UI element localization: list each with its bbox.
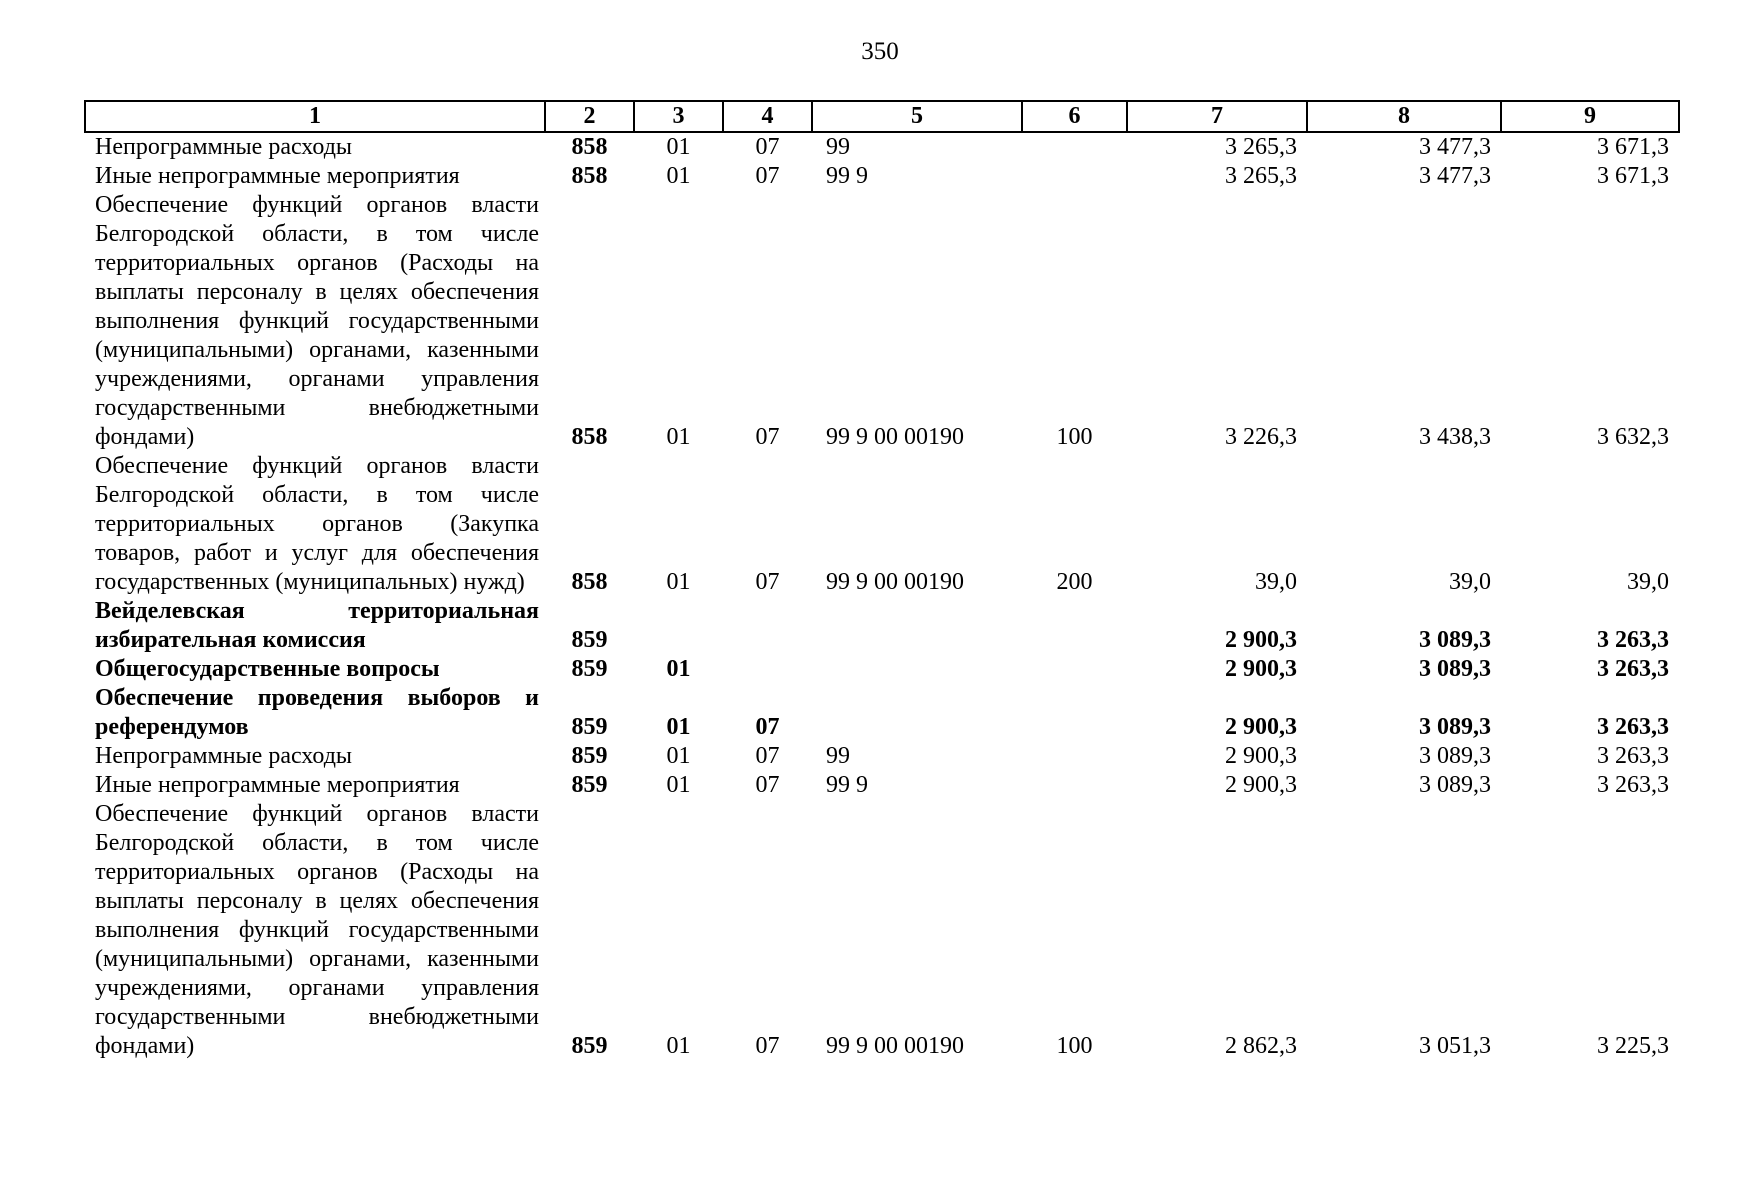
- row-code-target: 99 9 00 00190: [826, 1033, 964, 1059]
- row-code-subsection: [723, 597, 812, 655]
- row-code-expense-type: 200: [1056, 569, 1093, 595]
- row-amount-col7: 2 862,3: [1225, 1033, 1297, 1059]
- row-code-target: 99 9: [826, 772, 868, 798]
- column-header: 9: [1501, 101, 1679, 132]
- row-amount-col7: 2 900,3: [1225, 627, 1297, 653]
- row-code-section: 01: [666, 424, 691, 450]
- header-row: [85, 101, 1679, 132]
- row-code-admin: 858: [571, 134, 608, 160]
- row-code-section: 01: [666, 163, 691, 189]
- row-amount-col9: 3 671,3: [1597, 134, 1669, 160]
- page-number: 350: [861, 38, 899, 65]
- row-code-admin: 858: [571, 424, 608, 450]
- row-code-target: [812, 684, 1022, 742]
- column-header: 1: [85, 101, 545, 132]
- row-code-expense-type: [1022, 771, 1127, 800]
- row-code-subsection: 07: [755, 743, 780, 769]
- row-code-section: 01: [666, 772, 691, 798]
- row-code-subsection: 07: [755, 714, 780, 740]
- row-code-admin: 859: [571, 1033, 608, 1059]
- row-amount-col9: 39,0: [1627, 569, 1669, 595]
- column-header: 2: [545, 101, 634, 132]
- row-description: Иные непрограммные мероприятия: [95, 772, 460, 798]
- column-header: 7: [1127, 101, 1307, 132]
- row-code-subsection: 07: [755, 424, 780, 450]
- column-header: 8: [1307, 101, 1501, 132]
- row-code-expense-type: 100: [1056, 424, 1093, 450]
- row-code-subsection: 07: [755, 569, 780, 595]
- column-header: 5: [812, 101, 1022, 132]
- row-code-subsection: 07: [755, 163, 780, 189]
- row-code-expense-type: 100: [1056, 1033, 1093, 1059]
- table-row: [85, 162, 1679, 191]
- row-description: Общегосударственные вопросы: [95, 656, 440, 682]
- row-description: Обеспечение функций органов власти Белгородской области, в том числе территориальных органов (Расходы на выплаты персоналу в целях обеспечения выполнения функций государственными (муниципальными) органами, казенными учреждениями, органами управления государственными внебюджетными фондами): [95, 801, 539, 1059]
- column-header: 6: [1022, 101, 1127, 132]
- budget-table: [84, 100, 1680, 1061]
- row-code-target: 99: [826, 743, 850, 769]
- row-amount-col8: 3 089,3: [1419, 743, 1491, 769]
- row-code-section: 01: [666, 743, 691, 769]
- row-amount-col7: 2 900,3: [1225, 772, 1297, 798]
- row-code-admin: 858: [571, 163, 608, 189]
- row-amount-col8: 3 477,3: [1419, 134, 1491, 160]
- table-body: [85, 132, 1679, 1061]
- row-code-target: [812, 597, 1022, 655]
- row-code-admin: 859: [571, 627, 608, 653]
- table-row: [85, 191, 1679, 452]
- row-amount-col7: 2 900,3: [1225, 714, 1297, 740]
- row-code-target: 99 9: [826, 163, 868, 189]
- row-amount-col8: 3 089,3: [1419, 772, 1491, 798]
- row-description: Обеспечение функций органов власти Белгородской области, в том числе территориальных органов (Расходы на выплаты персоналу в целях обеспечения выполнения функций государственными (муниципальными) органами, казенными учреждениями, органами управления государственными внебюджетными фондами): [95, 192, 539, 450]
- row-code-subsection: 07: [755, 134, 780, 160]
- row-amount-col8: 3 477,3: [1419, 163, 1491, 189]
- row-code-section: 01: [666, 656, 691, 682]
- row-code-expense-type: [1022, 684, 1127, 742]
- row-code-target: [812, 655, 1022, 684]
- row-description: Обеспечение функций органов власти Белгородской области, в том числе территориальных органов (Закупка товаров, работ и услуг для обеспечения государственных (муниципальных) нужд): [95, 453, 539, 595]
- row-code-subsection: [723, 655, 812, 684]
- row-amount-col9: 3 263,3: [1597, 714, 1669, 740]
- row-code-expense-type: [1022, 655, 1127, 684]
- row-code-admin: 859: [571, 656, 608, 682]
- table-row: [85, 771, 1679, 800]
- row-code-section: 01: [666, 1033, 691, 1059]
- row-code-admin: 858: [571, 569, 608, 595]
- row-code-section: [634, 597, 723, 655]
- row-code-admin: 859: [571, 743, 608, 769]
- table-row: [85, 132, 1679, 162]
- row-amount-col8: 3 089,3: [1419, 714, 1491, 740]
- column-header: 3: [634, 101, 723, 132]
- row-amount-col7: 2 900,3: [1225, 656, 1297, 682]
- row-code-admin: 859: [571, 772, 608, 798]
- row-description: Вейделевская территориальная избирательная комиссия: [95, 598, 539, 653]
- table-row: [85, 597, 1679, 655]
- row-amount-col9: 3 671,3: [1597, 163, 1669, 189]
- row-code-target: 99: [826, 134, 850, 160]
- row-code-expense-type: [1022, 162, 1127, 191]
- row-amount-col7: 3 265,3: [1225, 134, 1297, 160]
- table-row: [85, 655, 1679, 684]
- row-description: Непрограммные расходы: [95, 134, 353, 160]
- row-code-section: 01: [666, 134, 691, 160]
- column-header: 4: [723, 101, 812, 132]
- row-code-section: 01: [666, 569, 691, 595]
- row-amount-col9: 3 225,3: [1597, 1033, 1669, 1059]
- row-code-admin: 859: [571, 714, 608, 740]
- row-amount-col9: 3 263,3: [1597, 772, 1669, 798]
- row-amount-col9: 3 263,3: [1597, 656, 1669, 682]
- row-amount-col8: 3 051,3: [1419, 1033, 1491, 1059]
- row-description: Обеспечение проведения выборов и референдумов: [95, 685, 539, 740]
- row-description: Иные непрограммные мероприятия: [95, 163, 460, 189]
- row-code-expense-type: [1022, 132, 1127, 162]
- row-code-target: 99 9 00 00190: [826, 424, 964, 450]
- row-amount-col9: 3 263,3: [1597, 743, 1669, 769]
- row-amount-col7: 3 226,3: [1225, 424, 1297, 450]
- row-amount-col9: 3 632,3: [1597, 424, 1669, 450]
- table-row: [85, 800, 1679, 1061]
- row-code-section: 01: [666, 714, 691, 740]
- row-code-expense-type: [1022, 597, 1127, 655]
- row-amount-col8: 3 089,3: [1419, 656, 1491, 682]
- row-description: Непрограммные расходы: [95, 743, 353, 769]
- row-code-expense-type: [1022, 742, 1127, 771]
- table-row: [85, 742, 1679, 771]
- row-code-subsection: 07: [755, 772, 780, 798]
- table-row: [85, 684, 1679, 742]
- row-code-target: 99 9 00 00190: [826, 569, 964, 595]
- row-amount-col7: 2 900,3: [1225, 743, 1297, 769]
- row-amount-col7: 39,0: [1255, 569, 1297, 595]
- row-code-subsection: 07: [755, 1033, 780, 1059]
- row-amount-col8: 39,0: [1449, 569, 1491, 595]
- row-amount-col8: 3 438,3: [1419, 424, 1491, 450]
- table-row: [85, 452, 1679, 597]
- row-amount-col9: 3 263,3: [1597, 627, 1669, 653]
- row-amount-col8: 3 089,3: [1419, 627, 1491, 653]
- row-amount-col7: 3 265,3: [1225, 163, 1297, 189]
